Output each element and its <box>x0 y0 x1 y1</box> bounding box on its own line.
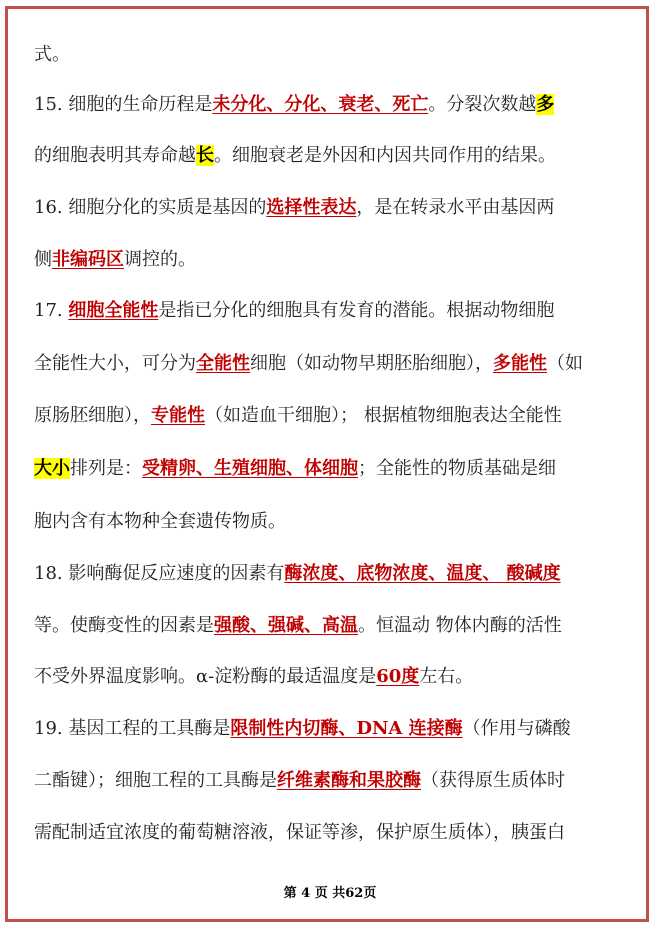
text-line <box>34 716 634 742</box>
keyword-text: 受精卵、生殖细胞、体细胞 <box>142 458 358 479</box>
line-text: 。恒温动 物体内酶的活性 <box>358 615 562 636</box>
keyword-text: 选择性表达 <box>266 197 357 218</box>
text-line <box>34 820 634 846</box>
text-line <box>34 456 634 482</box>
line-text: （如造血干细胞）； 根据植物细胞表达全能性 <box>205 405 562 426</box>
text-line <box>34 664 634 690</box>
line-text: 需配制适宜浓度的葡萄糖溶液，保证等渗，保护原生质体），胰蛋白 <box>34 822 565 843</box>
line-text: 不受外界温度影响。α-淀粉酶的最适温度是 <box>34 666 377 687</box>
line-text: 19. 基因工程的工具酶是 <box>34 718 231 739</box>
text-line <box>34 195 634 221</box>
line-text: 全能性大小，可分为 <box>34 353 196 374</box>
text-line <box>34 768 634 794</box>
line-text: 的细胞表明其寿命越 <box>34 145 196 166</box>
line-text: 17. <box>34 300 69 321</box>
line-text: 16. 细胞分化的实质是基因的 <box>34 197 267 218</box>
line-text: （作用与磷酸 <box>462 718 571 739</box>
keyword-text: 全能性 <box>196 353 250 374</box>
line-text: 侧 <box>34 249 52 270</box>
keyword-text: 纤维素酶和果胶酶 <box>277 770 421 791</box>
text-line <box>34 247 634 273</box>
keyword-text: 非编码区 <box>52 249 124 270</box>
line-text: 左右。 <box>419 666 474 687</box>
keyword-text: 多能性 <box>493 353 547 374</box>
line-text: 等。使酶变性的因素是 <box>34 615 214 636</box>
text-line <box>34 509 634 535</box>
line-text: 细胞（如动物早期胚胎细胞）， <box>250 353 493 374</box>
line-text: ，是在转录水平由基因两 <box>356 197 555 218</box>
text-line <box>34 92 634 118</box>
keyword-text: 细胞全能性 <box>68 300 159 321</box>
page-footer: 第 4 页 共62页 <box>283 886 377 901</box>
text-line <box>34 42 634 68</box>
keyword-text: 未分化、分化、衰老、死亡 <box>212 94 429 115</box>
line-text: 二酯键）；细胞工程的工具酶是 <box>34 770 277 791</box>
line-text: 18. 影响酶促反应速度的因素有 <box>34 563 285 584</box>
line-text: 。细胞衰老是外因和内因共同作用的结果。 <box>214 145 556 166</box>
line-text: （如 <box>547 353 583 374</box>
keyword-text: 酶浓度、底物浓度、温度、 酸碱度 <box>284 563 561 584</box>
line-text: 原肠胚细胞）， <box>34 405 151 426</box>
keyword-text: 限制性内切酶、DNA 连接酶 <box>230 718 463 739</box>
text-line <box>34 298 634 324</box>
line-text: 胞内含有本物种全套遗传物质。 <box>34 511 286 532</box>
highlighted-text: 大小 <box>34 458 70 479</box>
line-text: （获得原生质体时 <box>421 770 565 791</box>
line-text: 式。 <box>34 44 70 65</box>
highlighted-text: 多 <box>536 94 555 115</box>
line-text: 排列是： <box>70 458 142 479</box>
keyword-text: 60度 <box>376 666 420 687</box>
highlighted-text: 长 <box>196 145 214 166</box>
line-text: 。分裂次数越 <box>428 94 537 115</box>
line-text: ；全能性的物质基础是细 <box>358 458 556 479</box>
text-line <box>34 403 634 429</box>
keyword-text: 强酸、强碱、高温 <box>214 615 358 636</box>
text-line <box>34 351 634 377</box>
line-text: 调控的。 <box>124 249 196 270</box>
text-line <box>34 143 634 169</box>
text-line <box>34 613 634 639</box>
line-text: 15. 细胞的生命历程是 <box>34 94 213 115</box>
line-text: 是指已分化的细胞具有发育的潜能。根据动物细胞 <box>158 300 555 321</box>
keyword-text: 专能性 <box>151 405 205 426</box>
text-line <box>34 561 634 587</box>
